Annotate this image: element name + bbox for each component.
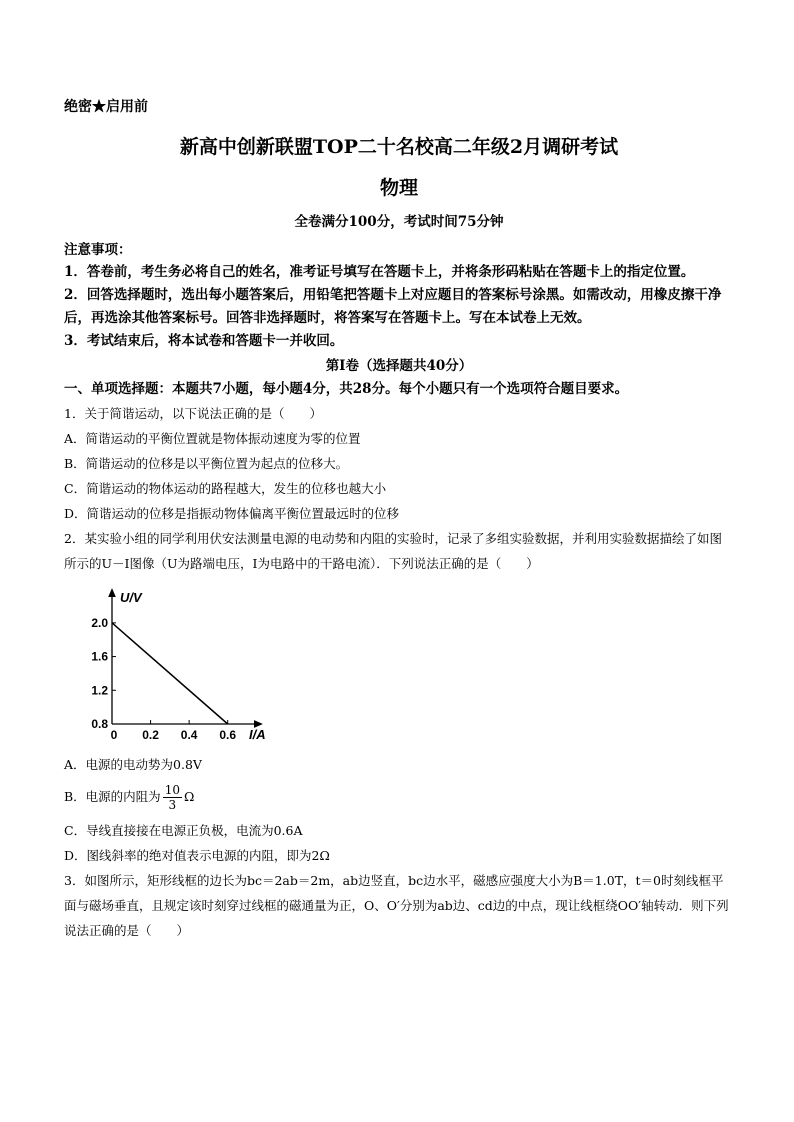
- question-1-stem: 1．关于简谐运动，以下说法正确的是（ ）: [64, 406, 322, 421]
- question-1-option-b: B．简谐运动的位移是以平衡位置为起点的位移大。: [64, 456, 349, 471]
- note-item: 3．考试结束后，将本试卷和答题卡一并收回。: [64, 333, 344, 349]
- y-axis-label: U/V: [120, 590, 142, 605]
- confidential-label: 绝密★启用前: [64, 99, 148, 115]
- y-tick-label: 1.6: [91, 649, 108, 664]
- notes-heading: 注意事项：: [64, 242, 132, 258]
- series-line: [112, 623, 228, 724]
- question-3-stem: 3．如图所示，矩形线框的边长为bc＝2ab＝2m，ab边竖直，bc边水平，磁感应强度大小为B＝1.0T，t＝0时刻线框平面与磁场垂直，且规定该时刻穿过线框的磁通量为正，O、O′分别为ab边、cd边的中点，现让线框绕OO′轴转动．则下列说法正确的是（ ）: [64, 873, 729, 938]
- part-heading: 第Ⅰ卷（选择题共40分）: [325, 358, 473, 374]
- exam-page: [64, 96, 734, 943]
- question-2-stem: 2．某实验小组的同学利用伏安法测量电源的电动势和内阻的实验时，记录了多组实验数据，并利用实验数据描绘了如图所示的U－I图像（U为路端电压，I为电路中的干路电流）．下列说法正确的是（ ）: [64, 531, 722, 571]
- question-2-option-d: D．图线斜率的绝对值表示电源的内阻，即为2Ω: [64, 848, 330, 863]
- exam-info: 全卷满分100分，考试时间75分钟: [294, 214, 504, 230]
- u-i-graph: [74, 584, 274, 744]
- question-1-option-d: D．简谐运动的位移是指振动物体偏离平衡位置最远时的位移: [64, 506, 400, 521]
- x-axis-label: I/A: [249, 727, 266, 742]
- option-b-prefix: B．电源的内阻为: [64, 789, 161, 804]
- y-tick-label: 0.8: [91, 717, 108, 731]
- x-tick-label: 0: [110, 728, 118, 742]
- fraction: [163, 783, 182, 812]
- question-1-option-a: A．简谐运动的平衡位置就是物体振动速度为零的位置: [64, 431, 361, 446]
- subject-title: 物理: [379, 177, 418, 199]
- question-2-option-b: [64, 783, 734, 812]
- question-2-option-c: C．导线直接接在电源正负极，电流为0.6A: [64, 823, 303, 838]
- note-item: 1．答卷前，考生务必将自己的姓名，准考证号填写在答题卡上，并将条形码粘贴在答题卡上的指定位置。: [64, 264, 695, 280]
- question-1-option-c: C．简谐运动的物体运动的路程越大，发生的位移也越大小: [64, 481, 387, 496]
- note-item: 2．回答选择题时，选出每小题答案后，用铅笔把答题卡上对应题目的答案标号涂黑。如需改动，用橡皮擦干净后，再选涂其他答案标号。回答非选择题时，将答案写在答题卡上。写在本试卷上无效。: [64, 287, 722, 326]
- y-tick-label: 1.2: [91, 683, 108, 698]
- x-tick-label: 0.4: [180, 728, 198, 742]
- x-tick-label: 0.6: [219, 728, 237, 742]
- question-2-option-a: A．电源的电动势为0.8V: [64, 757, 202, 772]
- exam-title: 新高中创新联盟TOP二十名校高二年级2月调研考试: [179, 136, 619, 158]
- section-heading: 一、单项选择题：本题共7小题，每小题4分，共28分。每个小题只有一个选项符合题目要求。: [64, 381, 629, 397]
- option-b-unit: Ω: [183, 789, 195, 804]
- fraction-numerator: 10: [164, 783, 180, 797]
- y-tick-label: 2.0: [91, 615, 108, 630]
- fraction-denominator: 3: [168, 798, 177, 812]
- x-tick-label: 0.2: [142, 728, 159, 742]
